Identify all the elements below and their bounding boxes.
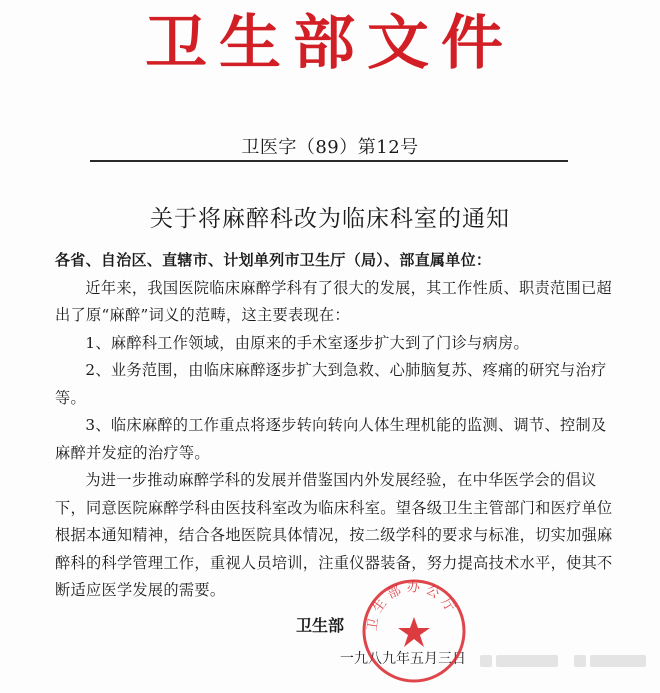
paragraph-item-3: 3、临床麻醉的工作重点将逐步转向转向人体生理机能的监测、调节、控制及麻醉并发症的治疗等。: [55, 416, 607, 462]
seal-star-icon: [398, 617, 430, 647]
notice-title: 关于将麻醉科改为临床科室的通知: [150, 206, 510, 232]
notice-body: [55, 247, 615, 605]
paragraph-intro: 近年来，我国医院临床麻醉学科有了很大的发展，其工作性质、职责范围已超出了原“麻醉”词义的范畴，这主要表现在：: [55, 278, 612, 324]
official-seal: [360, 577, 468, 685]
paragraph-conclusion: 为进一步推动麻醉学科的发展并借鉴国内外发展经验，在中华医学会的倡议下，同意医院麻醉学科由医技科室改为临床科室。望各级卫生主管部门和医疗单位根据本通知精神，结合各地医院具体情况，按二级学科的要求与标准，切实加强麻醉科的科学管理工作，重视人员培训，注重仪器装备，努力提高技术水平，使其不断适应医学发展的需要。: [55, 471, 613, 599]
document-number: 卫医字（89）第12号: [241, 137, 419, 158]
paragraph-item-2: 2、业务范围，由临床麻醉逐步扩大到急救、心肺脑复苏、疼痛的研究与治疗等。: [55, 361, 607, 407]
signature-date: 一九八九年五月三日: [340, 651, 466, 667]
watermark-blur: [480, 655, 650, 669]
header-divider: [90, 160, 568, 162]
paragraph-item-1: 1、麻醉科工作领域，由原来的手术室逐步扩大到了门诊与病房。: [85, 333, 530, 352]
masthead-title: 卫生部文件: [144, 7, 515, 78]
signature-org: 卫生部: [296, 616, 345, 635]
salutation: 各省、自治区、直辖市、计划单列市卫生厅（局）、部直属单位：: [55, 251, 492, 269]
seal-text: 卫生部办公厅: [365, 580, 460, 633]
